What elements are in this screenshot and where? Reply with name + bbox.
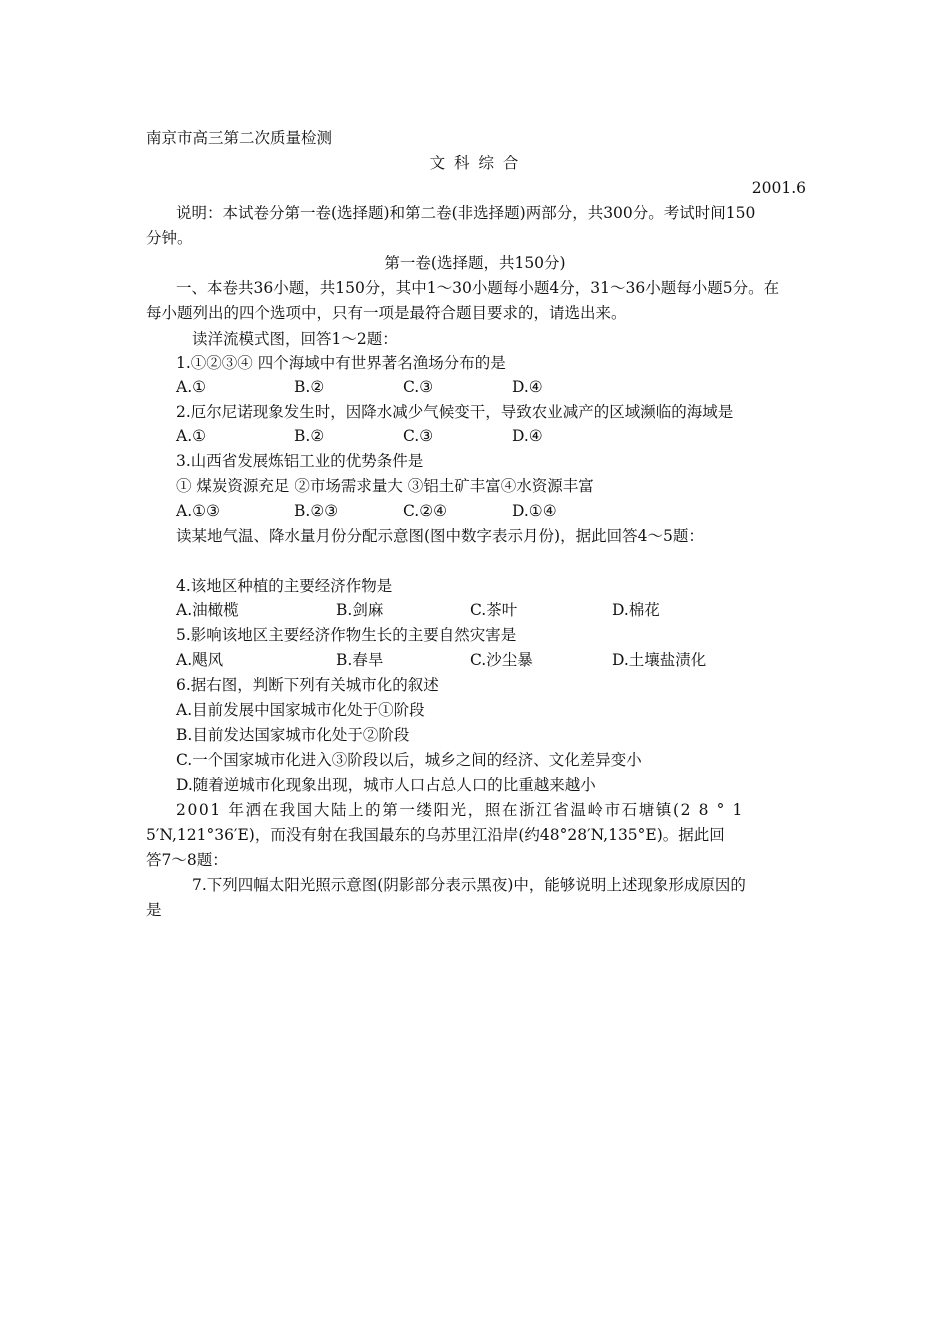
question-7-stem-line-1: 7.下列四幅太阳光照示意图(阴影部分表示黑夜)中，能够说明上述现象形成原因的 — [192, 876, 746, 894]
question-2-stem: 2.厄尔尼诺现象发生时，因降水减少气候变干，导致农业减产的区域濒临的海域是 — [176, 403, 734, 421]
question-4-option-b: B.剑麻 — [336, 601, 384, 619]
question-3-option-a: A.①③ — [176, 502, 220, 520]
intro-line-1: 说明：本试卷分第一卷(选择题)和第二卷(非选择题)两部分，共300分。考试时间150 — [176, 204, 756, 222]
question-1-option-a: A.① — [176, 378, 207, 396]
question-1-option-c: C.③ — [403, 378, 434, 396]
question-1-option-b: B.② — [294, 378, 325, 396]
question-6-option-a: A.目前发展中国家城市化处于①阶段 — [176, 701, 425, 719]
question-7-stem-line-2: 是 — [146, 901, 162, 919]
question-5-option-a: A.飓风 — [176, 651, 224, 669]
question-3-option-c: C.②④ — [403, 502, 448, 520]
lead-questions-7-8-line-2: 5′N,121°36′E)，而没有射在我国最东的乌苏里江沿岸(约48°28′N,135°E)。据此回 — [146, 826, 725, 844]
instructions-line-1: 一、本卷共36小题，共150分，其中1～30小题每小题4分，31～36小题每小题5分。在 — [176, 279, 780, 297]
question-5-option-d: D.土壤盐渍化 — [612, 651, 707, 669]
question-2-option-a: A.① — [176, 427, 207, 445]
question-3-stem: 3.山西省发展炼铝工业的优势条件是 — [176, 452, 424, 470]
question-5-option-c: C.沙尘暴 — [470, 651, 533, 669]
question-3-option-b: B.②③ — [294, 502, 339, 520]
intro-line-2: 分钟。 — [146, 229, 193, 247]
document-title: 南京市高三第二次质量检测 — [146, 129, 333, 147]
instructions-line-2: 每小题列出的四个选项中，只有一项是最符合题目要求的，请选出来。 — [146, 304, 627, 322]
question-5-option-b: B.春旱 — [336, 651, 384, 669]
question-5-stem: 5.影响该地区主要经济作物生长的主要自然灾害是 — [176, 626, 517, 644]
question-6-option-c: C.一个国家城市化进入③阶段以后，城乡之间的经济、文化差异变小 — [176, 751, 642, 769]
question-3-conditions: ① 煤炭资源充足 ②市场需求量大 ③铝土矿丰富④水资源丰富 — [176, 477, 594, 495]
lead-questions-1-2: 读洋流模式图，回答1～2题： — [192, 330, 398, 348]
question-6-option-d: D.随着逆城市化现象出现，城市人口占总人口的比重越来越小 — [176, 776, 596, 794]
question-2-option-b: B.② — [294, 427, 325, 445]
question-2-option-d: D.④ — [512, 427, 543, 445]
question-1-option-d: D.④ — [512, 378, 543, 396]
question-4-option-a: A.油橄榄 — [176, 601, 239, 619]
question-1-stem: 1.①②③④ 四个海域中有世界著名渔场分布的是 — [176, 354, 506, 372]
question-2-option-c: C.③ — [403, 427, 434, 445]
question-6-stem: 6.据右图，判断下列有关城市化的叙述 — [176, 676, 439, 694]
section-heading: 第一卷(选择题，共150分) — [384, 254, 566, 272]
lead-questions-4-5: 读某地气温、降水量月份分配示意图(图中数字表示月份)，据此回答4～5题： — [176, 527, 704, 545]
subject-title: 文 科 综 合 — [429, 154, 521, 172]
question-4-option-c: C.茶叶 — [470, 601, 518, 619]
question-4-stem: 4.该地区种植的主要经济作物是 — [176, 577, 393, 595]
exam-date: 2001.6 — [751, 179, 806, 197]
question-3-option-d: D.①④ — [512, 502, 557, 520]
question-6-option-b: B.目前发达国家城市化处于②阶段 — [176, 726, 410, 744]
question-4-option-d: D.棉花 — [612, 601, 660, 619]
lead-questions-7-8-line-3: 答7～8题： — [146, 851, 228, 869]
lead-questions-7-8-line-1: 2001 年洒在我国大陆上的第一缕阳光，照在浙江省温岭市石塘镇(2 8 ° 1 — [176, 801, 744, 819]
